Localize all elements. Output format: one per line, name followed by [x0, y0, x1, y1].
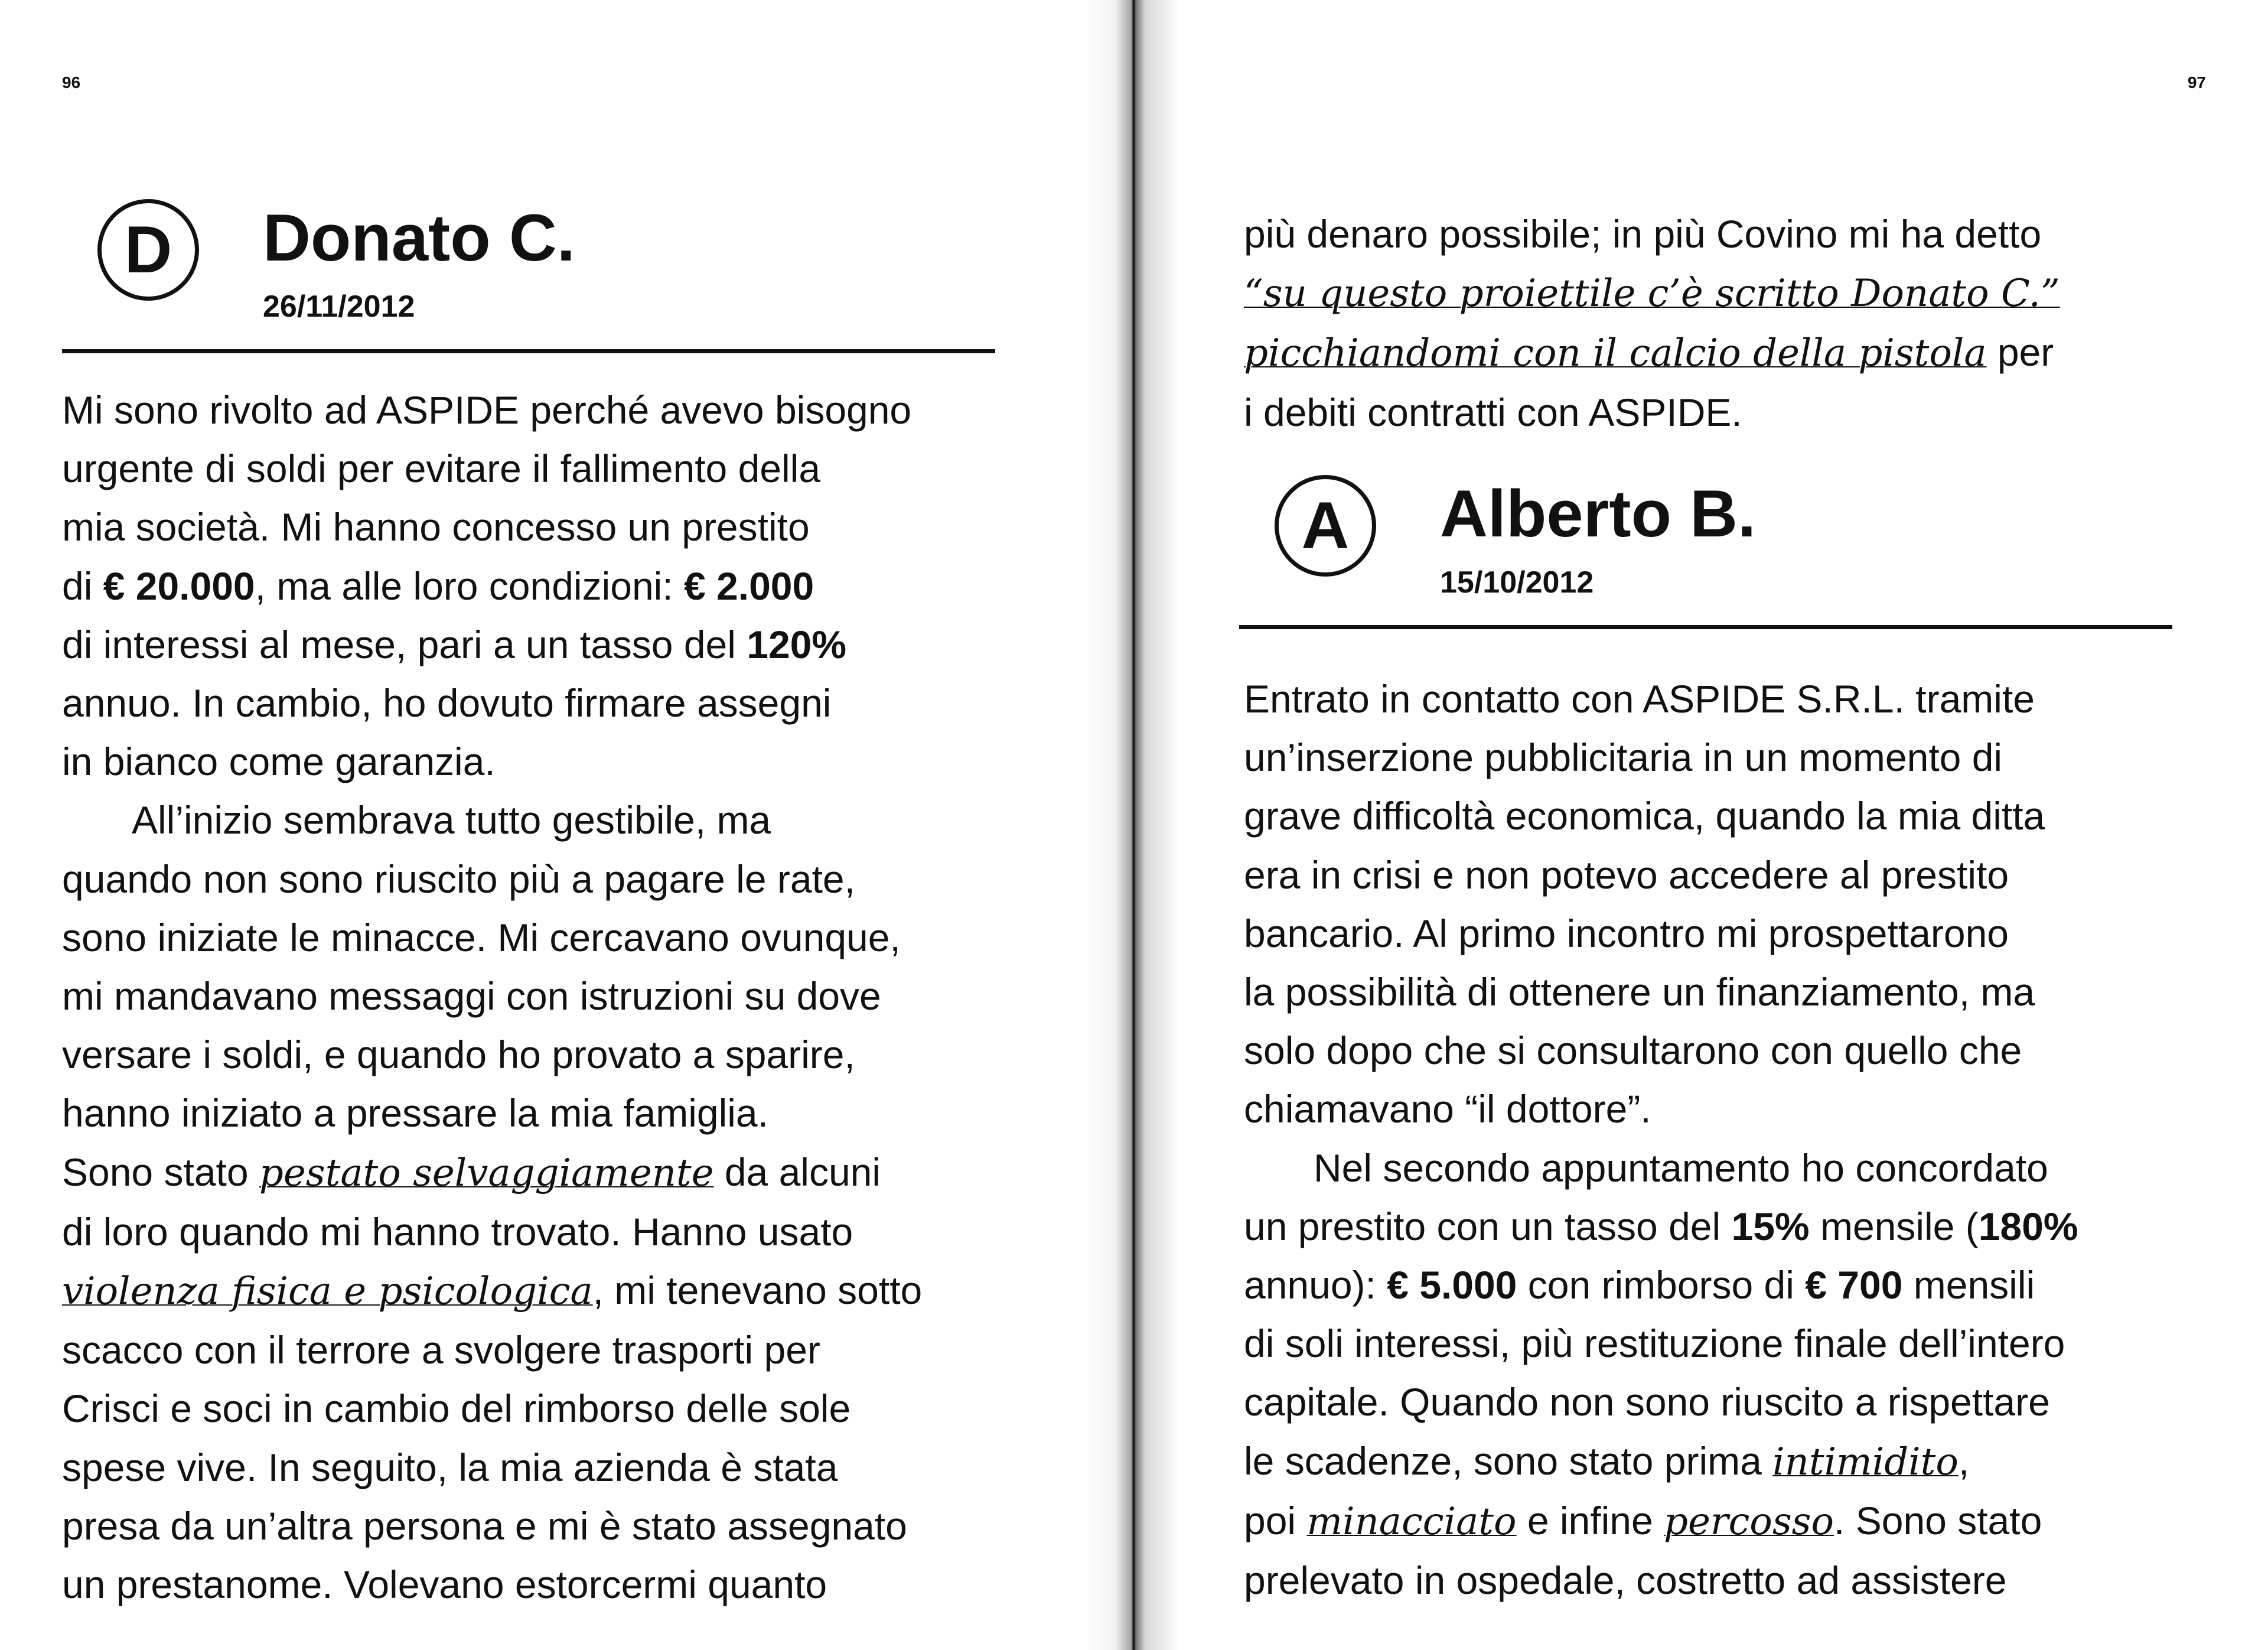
text-run: annuo):: [1244, 1263, 1387, 1307]
text-line: [1244, 205, 2060, 263]
text-line: [62, 1379, 922, 1438]
left-page: [0, 0, 1122, 1650]
bold-amount: 120%: [747, 622, 847, 666]
page-number-right: 97: [2187, 73, 2206, 92]
text-line: [62, 616, 922, 674]
text-line: [62, 967, 922, 1026]
text-run: Sono stato: [62, 1150, 259, 1194]
text-run: di: [62, 564, 103, 608]
text-line: [1244, 904, 2078, 963]
page-number-left: 96: [62, 73, 81, 92]
handwritten-emphasis: picchiandomi con il calcio della pistola: [1244, 331, 1987, 376]
text-line: [62, 674, 922, 733]
text-line: [1244, 1197, 2078, 1256]
text-line: [1244, 846, 2078, 904]
text-run: Nel secondo appuntamento ho concordato: [1314, 1145, 2048, 1190]
text-run: urgente di soldi per evitare il fallimento della: [62, 447, 821, 491]
entry-date: 26/11/2012: [263, 289, 415, 324]
text-run: sono iniziate le minacce. Mi cercavano ovunque,: [62, 915, 901, 959]
text-run: Mi sono rivolto ad ASPIDE perché avevo bisogno: [62, 388, 912, 432]
text-run: mensile (: [1809, 1204, 1979, 1248]
text-line: [1244, 1551, 2078, 1610]
bold-amount: € 700: [1805, 1263, 1903, 1307]
text-run: la possibilità di ottenere un finanziamento, ma: [1244, 970, 2035, 1014]
text-run: annuo. In cambio, ho dovuto firmare assegni: [62, 681, 832, 725]
text-run: poi: [1244, 1498, 1307, 1542]
text-line: [1244, 728, 2078, 787]
testimony-body-donato: [62, 381, 922, 1614]
text-run: bancario. Al primo incontro mi prospettarono: [1244, 911, 2009, 955]
book-spine-gutter: [1087, 0, 1181, 1650]
text-run: chiamavano “il dottore”.: [1244, 1087, 1651, 1131]
text-line: [62, 1026, 922, 1084]
text-line: [62, 557, 922, 616]
text-run: di interessi al mese, pari a un tasso del: [62, 622, 747, 666]
text-line: [62, 1203, 922, 1261]
text-line: [1244, 1492, 2078, 1551]
text-run: capitale. Quando non sono riuscito a rispettare: [1244, 1380, 2050, 1424]
text-run: di loro quando mi hanno trovato. Hanno usato: [62, 1209, 853, 1254]
text-line: [1244, 1256, 2078, 1314]
text-line: [62, 733, 922, 791]
text-run: spese vive. In seguito, la mia azienda è stata: [62, 1445, 838, 1489]
text-line: [62, 850, 922, 909]
bold-amount: € 5.000: [1387, 1263, 1517, 1307]
text-run: grave difficoltà economica, quando la mia ditta: [1244, 794, 2045, 838]
bold-amount: 180%: [1978, 1204, 2078, 1248]
text-line: [1244, 1080, 2078, 1138]
text-run: di soli interessi, più restituzione finale dell’intero: [1244, 1322, 2065, 1366]
text-line: [62, 1439, 922, 1497]
text-run: hanno iniziato a pressare la mia famiglia.: [62, 1091, 768, 1135]
text-run: i debiti contratti con ASPIDE.: [1244, 390, 1742, 434]
handwritten-emphasis: “su questo proiettile c’è scritto Donato C.”: [1244, 272, 2060, 316]
entry-header-donato: [97, 199, 1042, 412]
text-line: [1244, 1432, 2078, 1492]
text-run: le scadenze, sono stato prima: [1244, 1439, 1773, 1483]
initial-badge: D: [97, 199, 199, 301]
text-run: per: [1986, 330, 2054, 375]
handwritten-emphasis: pestato selvaggiamente: [259, 1151, 714, 1195]
text-run: Entrato in contatto con ASPIDE S.R.L. tramite: [1244, 677, 2035, 721]
bold-amount: 15%: [1731, 1204, 1810, 1248]
text-run: era in crisi e non potevo accedere al prestito: [1244, 852, 2009, 897]
text-line: [1244, 263, 2060, 323]
text-line: [62, 1261, 922, 1321]
entry-name: Donato C.: [263, 201, 575, 275]
text-run: un’inserzione pubblicitaria in un momento di: [1244, 735, 2003, 780]
text-run: , mi tenevano sotto: [592, 1268, 923, 1313]
text-line: [62, 498, 922, 556]
text-run: prelevato in ospedale, costretto ad assistere: [1244, 1558, 2007, 1603]
testimony-body-donato-continued: [1244, 205, 2060, 442]
text-line: [1244, 1139, 2078, 1197]
text-run: All’inizio sembrava tutto gestibile, ma: [132, 798, 771, 842]
header-divider: [62, 349, 995, 353]
header-divider: [1239, 625, 2172, 629]
entry-date: 15/10/2012: [1440, 565, 1594, 600]
text-run: e infine: [1516, 1498, 1664, 1542]
text-run: più denaro possibile; in più Covino mi ha detto: [1244, 212, 2042, 256]
text-line: [62, 1143, 922, 1203]
initial-badge: A: [1275, 475, 1376, 577]
text-line: [1244, 383, 2060, 442]
text-line: [62, 1084, 922, 1143]
text-line: [62, 791, 922, 850]
text-run: , ma alle loro condizioni:: [255, 564, 684, 608]
text-run: con rimborso di: [1517, 1263, 1806, 1307]
text-run: da alcuni: [713, 1150, 881, 1194]
text-run: solo dopo che si consultarono con quello che: [1244, 1029, 2022, 1073]
handwritten-emphasis: violenza fisica e psicologica: [62, 1270, 593, 1314]
text-run: un prestanome. Volevano estorcermi quanto: [62, 1563, 827, 1607]
text-line: [62, 909, 922, 967]
text-line: [1244, 1373, 2078, 1431]
entry-header-alberto: [1275, 475, 2220, 688]
text-run: mi mandavano messaggi con istruzioni su dove: [62, 974, 881, 1018]
text-line: [1244, 1021, 2078, 1080]
right-page: [1146, 0, 2268, 1650]
text-line: [62, 1321, 922, 1379]
text-line: [62, 381, 922, 440]
text-line: [1244, 1314, 2078, 1373]
text-run: un prestito con un tasso del: [1244, 1204, 1732, 1248]
text-run: mia società. Mi hanno concesso un prestito: [62, 505, 810, 549]
text-run: in bianco come garanzia.: [62, 740, 496, 784]
bold-amount: € 2.000: [684, 564, 814, 608]
text-run: presa da un’altra persona e mi è stato assegnato: [62, 1503, 907, 1548]
text-run: versare i soldi, e quando ho provato a sparire,: [62, 1033, 855, 1077]
text-line: [1244, 963, 2078, 1021]
text-run: quando non sono riuscito più a pagare le rate,: [62, 857, 855, 901]
text-run: ,: [1958, 1439, 1970, 1483]
handwritten-emphasis: minacciato: [1306, 1499, 1517, 1544]
bold-amount: € 20.000: [103, 564, 255, 608]
text-run: . Sono stato: [1834, 1498, 2042, 1542]
text-run: mensili: [1902, 1263, 2035, 1307]
handwritten-emphasis: percosso: [1664, 1499, 1834, 1544]
handwritten-emphasis: intimidito: [1772, 1440, 1959, 1484]
entry-name: Alberto B.: [1440, 477, 1757, 551]
text-line: [1244, 670, 2078, 728]
text-line: [1244, 787, 2078, 845]
text-line: [62, 1497, 922, 1555]
text-line: [62, 440, 922, 498]
text-run: scacco con il terrore a svolgere trasporti per: [62, 1328, 820, 1372]
text-line: [1244, 323, 2060, 383]
testimony-body-alberto: [1244, 670, 2078, 1610]
text-run: Crisci e soci in cambio del rimborso delle sole: [62, 1387, 851, 1431]
text-line: [62, 1555, 922, 1614]
